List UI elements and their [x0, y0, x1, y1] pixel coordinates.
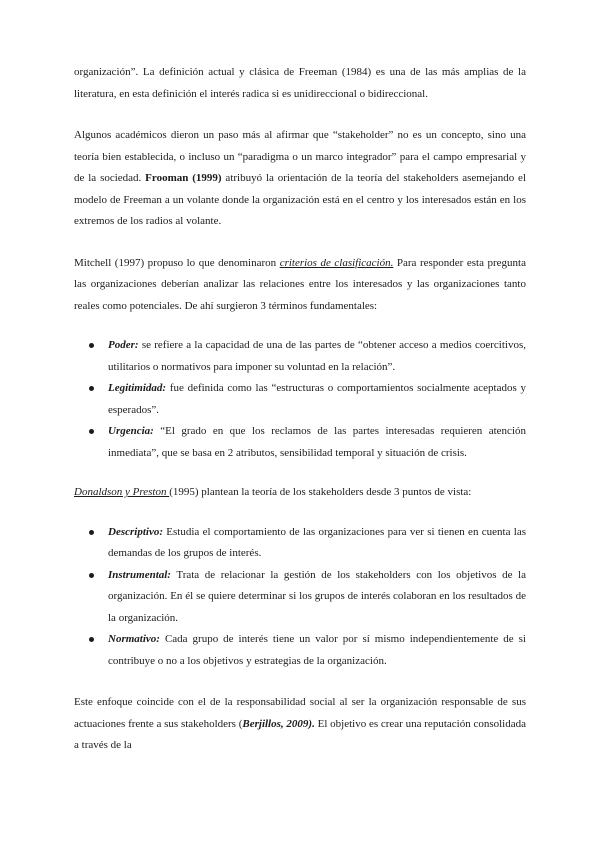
document-page	[74, 62, 526, 757]
list-item	[74, 565, 526, 630]
list-item	[74, 629, 526, 672]
bullet-list-viewpoints	[74, 522, 526, 673]
bullet-label: Instrumental:	[108, 568, 171, 581]
bullet-text: Cada grupo de interés tiene un valor por sí mismo independientemente de si contribuye o no a los objetivos y estrategias de la organización.	[108, 633, 526, 667]
bullet-text: fue definida como las “estructuras o comportamientos socialmente aceptados y esperados”.	[108, 382, 526, 416]
bullet-label: Poder:	[108, 339, 139, 351]
list-item	[74, 522, 526, 565]
paragraph-text: Algunos académicos dieron un paso más al afirmar que “stakeholder” no es un concepto, sino una teoría bien establecida, o incluso un “paradigma o un marco integrador” para el campo empresarial y de la sociedad.	[74, 129, 526, 184]
bullet-text: Trata de relacionar la gestión de los stakeholders con los objetivos de la organización. En él se quiere determinar si los grupos de interés colaboran en los resultados de la organización.	[108, 568, 526, 624]
paragraph-text: Para responder esta pregunta las organizaciones deberían analizar las relaciones entre los interesados y las organizaciones tanto reales como potenciales. De ahí surgieron 3 términos fundamentales:	[74, 256, 526, 312]
bullet-text: “El grado en que los reclamos de las partes interesadas requieren atención inmediata”, que se basa en 2 atributos, sensibilidad temporal y situación de crisis.	[108, 425, 526, 459]
bullet-text: se refiere a la capacidad de una de las partes de “obtener acceso a medios coercitivos, utilitarios o normativos para imponer su voluntad en la relación”.	[108, 339, 526, 373]
citation-berjillos: Berjillos, 2009).	[242, 717, 315, 730]
bullet-label: Urgencia:	[108, 425, 154, 437]
bullet-text: Estudia el comportamiento de las organizaciones para ver si tienen en cuenta las demandas de los grupos de interés.	[108, 525, 526, 559]
list-item	[74, 378, 526, 421]
bullet-label: Descriptivo:	[108, 525, 163, 538]
bullet-label: Normativo:	[108, 633, 160, 645]
list-item	[74, 335, 526, 378]
paragraph-text: (1995) plantean la teoría de los stakeholders desde 3 puntos de vista:	[169, 486, 472, 498]
paragraph-frooman	[74, 125, 526, 233]
bullet-label: Legitimidad:	[108, 382, 167, 394]
link-criterios-clasificacion[interactable]: criterios de clasificación.	[279, 256, 394, 269]
paragraph-donaldson-preston	[74, 482, 526, 504]
bullet-list-attributes	[74, 335, 526, 464]
paragraph-text: Mitchell (1997) propuso lo que denominaron	[74, 256, 280, 269]
paragraph-text: Este enfoque coincide con el de la responsabilidad social al ser la organización responsable de sus actuaciones frente a sus stakeholders (	[74, 696, 526, 730]
paragraph-text: atribuyó la orientación de la teoría del stakeholders asemejando el modelo de Freeman a un volante donde la organización está en el centro y los interesados están en los extremos de los radios al volante.	[74, 172, 526, 227]
paragraph-text: El objetivo es crear una reputación consolidada a través de la	[74, 717, 527, 751]
paragraph-mitchell	[74, 253, 526, 318]
paragraph-responsabilidad-social	[74, 692, 526, 757]
list-item	[74, 421, 526, 464]
citation-frooman: Frooman (1999)	[145, 172, 222, 184]
link-donaldson-preston[interactable]: Donaldson y Preston	[74, 486, 170, 498]
paragraph-freeman-definition: organización”. La definición actual y clásica de Freeman (1984) es una de las más amplias de la literatura, en esta definición el interés radica si es unidireccional o bidireccional.	[74, 66, 526, 100]
